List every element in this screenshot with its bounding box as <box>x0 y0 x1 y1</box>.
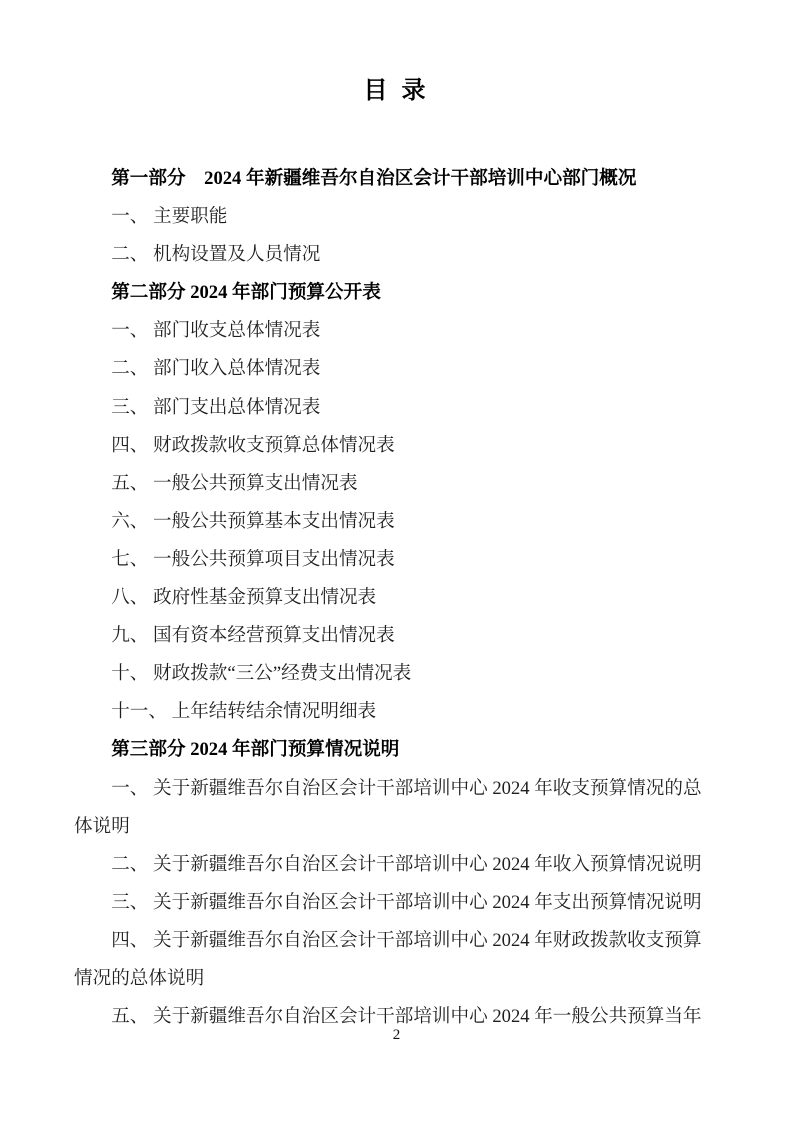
toc-item: 四、 关于新疆维吾尔自治区会计干部培训中心 2024 年财政拨款收支预算 <box>111 929 702 951</box>
toc-section-heading: 第一部分 2024 年新疆维吾尔自治区会计干部培训中心部门概况 <box>111 168 637 189</box>
toc-item: 一、 主要职能 <box>111 206 228 228</box>
toc-item: 十、 财政拨款“三公”经费支出情况表 <box>111 663 412 685</box>
toc-item-continuation: 情况的总体说明 <box>74 967 205 989</box>
toc-item: 二、 关于新疆维吾尔自治区会计干部培训中心 2024 年收入预算情况说明 <box>111 853 702 875</box>
toc-item: 九、 国有资本经营预算支出情况表 <box>111 625 395 647</box>
toc-item: 八、 政府性基金预算支出情况表 <box>111 587 377 609</box>
toc-item: 二、 部门收入总体情况表 <box>111 358 321 380</box>
toc-item: 十一、 上年结转结余情况明细表 <box>111 701 377 723</box>
toc-item: 三、 部门支出总体情况表 <box>111 396 321 418</box>
page-number: 2 <box>392 1027 401 1043</box>
toc-item: 一、 部门收支总体情况表 <box>111 320 321 342</box>
toc-item: 六、 一般公共预算基本支出情况表 <box>111 510 395 532</box>
toc-item: 五、 一般公共预算支出情况表 <box>111 472 358 494</box>
table-of-contents <box>74 160 720 1036</box>
page-title: 目 录 <box>363 78 430 104</box>
toc-item: 四、 财政拨款收支预算总体情况表 <box>111 434 395 456</box>
toc-item: 三、 关于新疆维吾尔自治区会计干部培训中心 2024 年支出预算情况说明 <box>111 891 702 913</box>
toc-section-heading: 第二部分 2024 年部门预算公开表 <box>111 282 381 304</box>
toc-item: 一、 关于新疆维吾尔自治区会计干部培训中心 2024 年收支预算情况的总 <box>111 777 702 799</box>
toc-section-heading: 第三部分 2024 年部门预算情况说明 <box>111 739 400 761</box>
toc-item: 二、 机构设置及人员情况 <box>111 244 321 266</box>
toc-item: 七、 一般公共预算项目支出情况表 <box>111 548 395 570</box>
toc-item-continuation: 体说明 <box>74 815 130 837</box>
toc-item: 五、 关于新疆维吾尔自治区会计干部培训中心 2024 年一般公共预算当年 <box>111 1006 702 1028</box>
